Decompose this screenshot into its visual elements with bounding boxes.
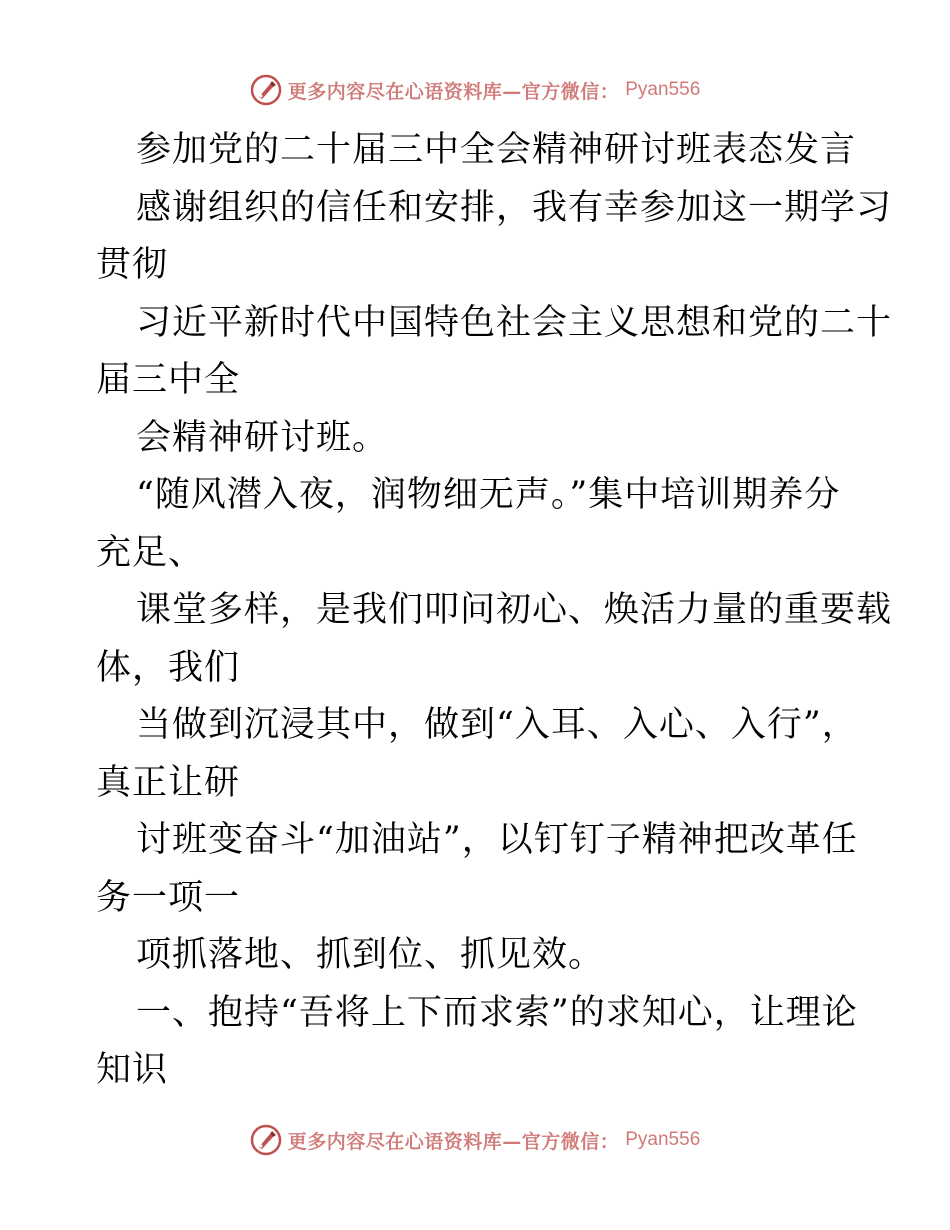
header-watermark (0, 70, 950, 110)
watermark-text: 更多内容尽在心语资料库—官方微信： (287, 1130, 620, 1153)
text-line: 一、抱持“吾将上下而求索”的求知心，让理论 (136, 992, 858, 1033)
text-line: 感谢组织的信任和安排，我有幸参加这一期学习 (136, 187, 893, 228)
text-line: 讨班变奋斗“加油站”，以钉钉子精神把改革任 (136, 820, 858, 860)
text-line: 真正让研 (96, 762, 241, 803)
text-line: 会精神研讨班。 (136, 417, 389, 458)
watermark-wechat-id: Pyan556 (625, 79, 701, 100)
text-line: 届三中全 (96, 360, 241, 400)
text-line: 参加党的二十届三中全会精神研讨班表态发言 (136, 130, 857, 170)
document-body (96, 122, 893, 1100)
text-line: 务一项一 (96, 877, 241, 918)
text-line: 贯彻 (96, 245, 169, 285)
watermark-text: 更多内容尽在心语资料库—官方微信： (287, 80, 620, 103)
text-line: 充足、 (96, 532, 205, 573)
footer-watermark (0, 1120, 950, 1160)
text-line: 体，我们 (96, 647, 241, 688)
text-line: 习近平新时代中国特色社会主义思想和党的二十 (136, 302, 893, 343)
text-line: 当做到沉浸其中，做到“入耳、入心、入行”， (136, 705, 858, 745)
watermark-wechat-id: Pyan556 (625, 1129, 701, 1150)
text-line: 知识 (96, 1050, 169, 1090)
pen-logo-icon (250, 74, 282, 106)
text-line: 课堂多样，是我们叩问初心、焕活力量的重要载 (136, 590, 893, 630)
text-line: “随风潜入夜，润物细无声。”集中培训期养分 (136, 475, 841, 515)
text-line: 项抓落地、抓到位、抓见效。 (136, 935, 605, 975)
pen-logo-icon (250, 1124, 282, 1156)
